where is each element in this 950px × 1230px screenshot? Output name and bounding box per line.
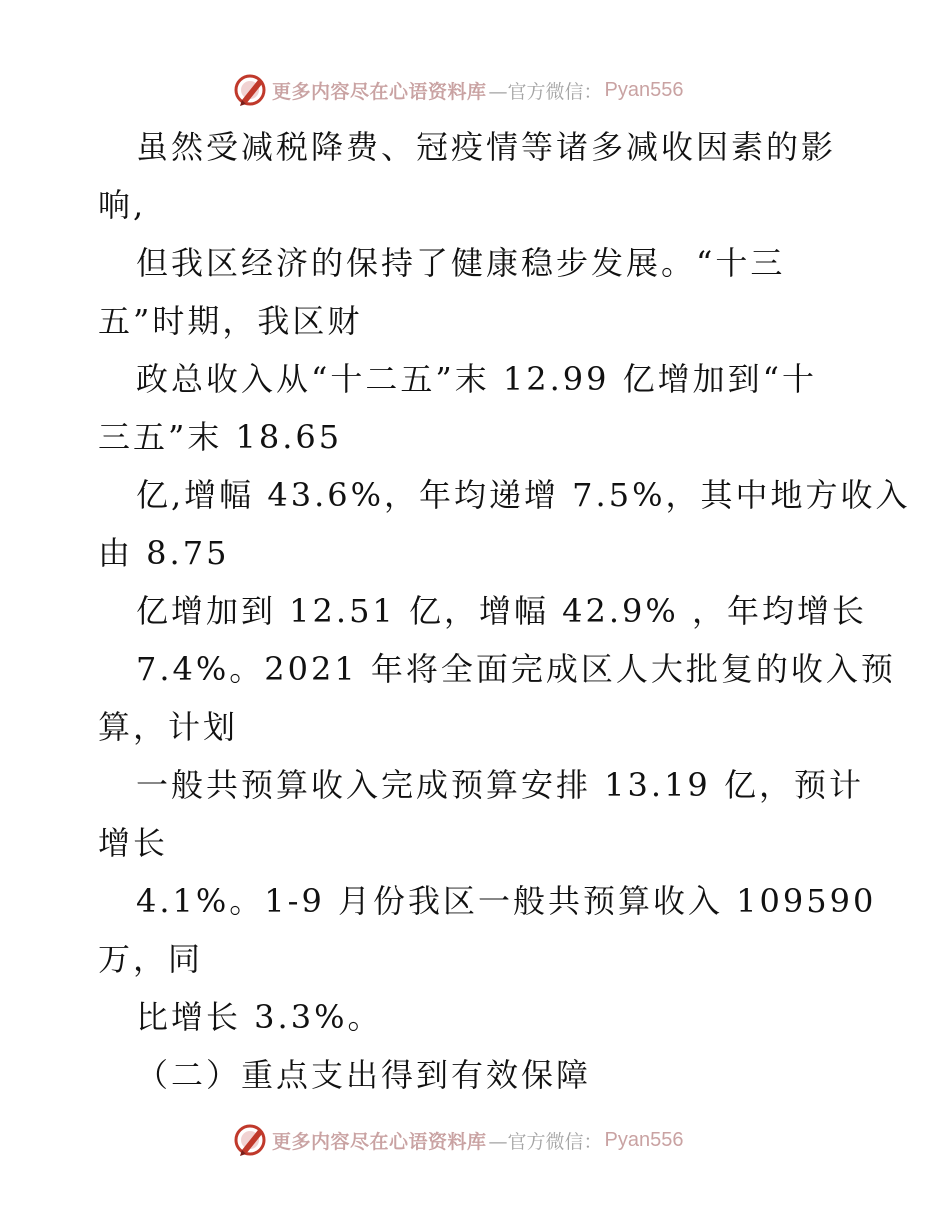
text-line: 7.4%。2021 年将全面完成区人大批复的收入预 (136, 650, 896, 688)
watermark-account-text: Pyan556 (604, 78, 684, 101)
section-heading: （二）重点支出得到有效保障 (136, 1056, 592, 1094)
text-line: 4.1%。1-9 月份我区一般共预算收入 109590 (136, 882, 877, 920)
text-line: 三五”末 18.65 (98, 418, 343, 456)
watermark-official-text: —官方微信： (488, 80, 603, 103)
text-line: 亿增加到 12.51 亿，增幅 42.9% ，年均增长 (136, 592, 867, 630)
text-line: 五”时期，我区财 (98, 302, 363, 340)
text-line: 增长 (98, 824, 169, 862)
text-line: 比增长 3.3%。 (136, 998, 383, 1036)
watermark-account-text: Pyan556 (604, 1128, 684, 1151)
watermark-site-text: 更多内容尽在心语资料库 (272, 1130, 487, 1153)
text-line: 亿,增幅 43.6%，年均递增 7.5%，其中地方收入 (136, 476, 911, 514)
header-watermark (232, 70, 712, 110)
body-text (98, 118, 911, 1104)
pen-logo-icon (232, 72, 268, 108)
text-line: 但我区经济的保持了健康稳步发展。“十三 (136, 244, 786, 282)
pen-logo-icon (232, 1122, 268, 1158)
text-line: 响, (98, 186, 147, 224)
text-line: 算，计划 (98, 708, 239, 746)
text-line: 由 8.75 (98, 534, 230, 572)
text-line: 政总收入从“十二五”末 12.99 亿增加到“十 (136, 360, 818, 398)
footer-watermark (232, 1120, 712, 1160)
watermark-official-text: —官方微信： (488, 1130, 603, 1153)
watermark-site-text: 更多内容尽在心语资料库 (272, 80, 487, 103)
text-line: 一般共预算收入完成预算安排 13.19 亿，预计 (136, 766, 864, 804)
text-line: 虽然受减税降费、冠疫情等诸多减收因素的影 (136, 128, 837, 166)
text-line: 万，同 (98, 940, 204, 978)
